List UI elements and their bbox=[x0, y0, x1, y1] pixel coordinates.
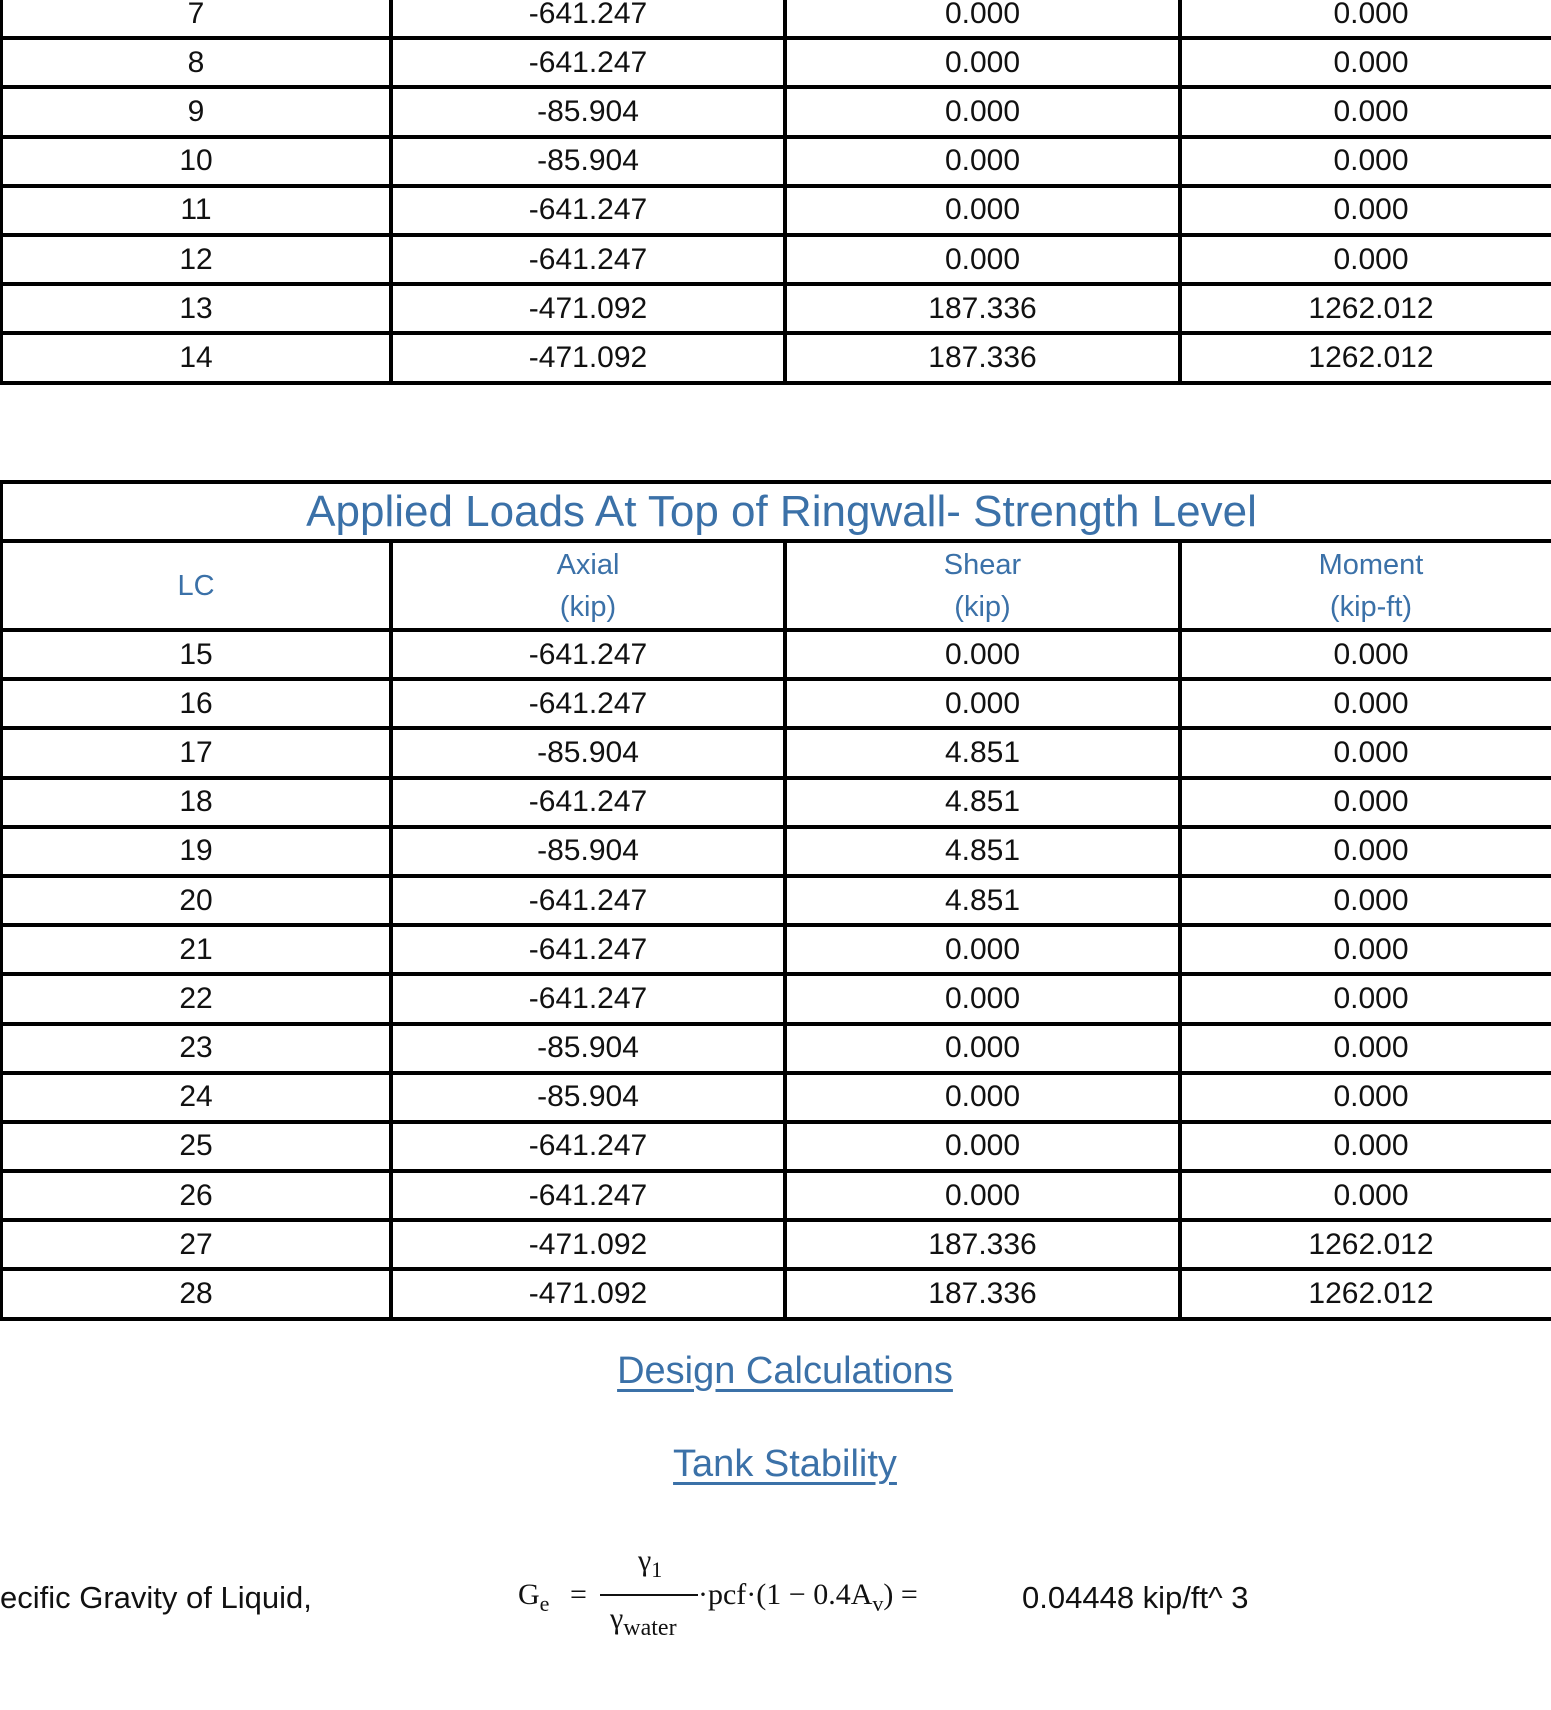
shear-cell: 4.851 bbox=[783, 878, 1178, 923]
header-label: LC bbox=[177, 569, 215, 602]
lc-cell: 10 bbox=[0, 139, 389, 184]
moment-cell: 0.000 bbox=[1178, 780, 1551, 825]
axial-cell: -641.247 bbox=[389, 927, 783, 972]
axial-cell: -85.904 bbox=[389, 730, 783, 775]
axial-cell: -85.904 bbox=[389, 89, 783, 134]
moment-cell: 0.000 bbox=[1178, 188, 1551, 233]
header-unit: (kip) bbox=[559, 590, 617, 623]
formula-tail: ·pcf·(1 − 0.4A bbox=[698, 1578, 873, 1611]
axial-cell: -641.247 bbox=[389, 1124, 783, 1169]
axial-cell: -641.247 bbox=[389, 681, 783, 726]
load-table-top bbox=[0, 0, 1551, 385]
lc-cell: 18 bbox=[0, 780, 389, 825]
shear-cell: 187.336 bbox=[783, 335, 1178, 380]
shear-cell: 0.000 bbox=[783, 139, 1178, 184]
moment-cell: 0.000 bbox=[1178, 40, 1551, 85]
shear-cell: 0.000 bbox=[783, 40, 1178, 85]
axial-cell: -641.247 bbox=[389, 780, 783, 825]
lc-cell: 21 bbox=[0, 927, 389, 972]
shear-cell: 4.851 bbox=[783, 829, 1178, 874]
table-row bbox=[0, 681, 1551, 730]
table-row bbox=[0, 632, 1551, 681]
table-row bbox=[0, 237, 1551, 286]
lc-cell: 20 bbox=[0, 878, 389, 923]
moment-cell: 0.000 bbox=[1178, 829, 1551, 874]
moment-cell: 0.000 bbox=[1178, 1075, 1551, 1120]
shear-cell: 187.336 bbox=[783, 1271, 1178, 1316]
axial-cell: -641.247 bbox=[389, 237, 783, 282]
shear-cell: 0.000 bbox=[783, 976, 1178, 1021]
axial-cell: -471.092 bbox=[389, 335, 783, 380]
table-row bbox=[0, 829, 1551, 878]
table-row bbox=[0, 1271, 1551, 1320]
shear-cell: 0.000 bbox=[783, 927, 1178, 972]
lc-cell: 14 bbox=[0, 335, 389, 380]
design-calculations-link[interactable]: Design Calculations bbox=[617, 1350, 953, 1392]
lc-cell: 11 bbox=[0, 188, 389, 233]
table-row bbox=[0, 89, 1551, 138]
axial-cell: -641.247 bbox=[389, 0, 783, 36]
tank-stability-link[interactable]: Tank Stability bbox=[673, 1443, 897, 1485]
moment-cell: 0.000 bbox=[1178, 632, 1551, 677]
table-row bbox=[0, 927, 1551, 976]
table-row bbox=[0, 1026, 1551, 1075]
moment-cell: 0.000 bbox=[1178, 139, 1551, 184]
moment-cell: 0.000 bbox=[1178, 89, 1551, 134]
lc-cell: 25 bbox=[0, 1124, 389, 1169]
lc-cell: 16 bbox=[0, 681, 389, 726]
table-row bbox=[0, 1124, 1551, 1173]
axial-cell: -85.904 bbox=[389, 139, 783, 184]
axial-cell: -641.247 bbox=[389, 878, 783, 923]
shear-cell: 4.851 bbox=[783, 730, 1178, 775]
lc-cell: 15 bbox=[0, 632, 389, 677]
axial-cell: -641.247 bbox=[389, 40, 783, 85]
shear-cell: 0.000 bbox=[783, 1173, 1178, 1218]
moment-cell: 0.000 bbox=[1178, 927, 1551, 972]
moment-cell: 0.000 bbox=[1178, 976, 1551, 1021]
specific-gravity-formula-row bbox=[0, 1544, 1551, 1650]
lc-cell: 27 bbox=[0, 1222, 389, 1267]
moment-cell: 1262.012 bbox=[1178, 286, 1551, 331]
moment-cell: 0.000 bbox=[1178, 1173, 1551, 1218]
lc-cell: 7 bbox=[0, 0, 389, 36]
table-row bbox=[0, 780, 1551, 829]
denominator-sub: water bbox=[623, 1615, 677, 1641]
table-row bbox=[0, 730, 1551, 779]
lc-cell: 8 bbox=[0, 40, 389, 85]
shear-cell: 0.000 bbox=[783, 1026, 1178, 1071]
axial-cell: -641.247 bbox=[389, 632, 783, 677]
equals-sign: = bbox=[570, 1578, 587, 1611]
moment-cell: 0.000 bbox=[1178, 878, 1551, 923]
table-row bbox=[0, 976, 1551, 1025]
shear-cell: 0.000 bbox=[783, 632, 1178, 677]
axial-cell: -471.092 bbox=[389, 286, 783, 331]
table-row bbox=[0, 40, 1551, 89]
strength-level-load-table bbox=[0, 480, 1551, 1321]
lc-cell: 28 bbox=[0, 1271, 389, 1316]
lhs: G bbox=[518, 1578, 540, 1611]
moment-cell: 0.000 bbox=[1178, 237, 1551, 282]
table-row bbox=[0, 335, 1551, 384]
table-row bbox=[0, 1173, 1551, 1222]
lc-cell: 9 bbox=[0, 89, 389, 134]
table-row bbox=[0, 1222, 1551, 1271]
axial-cell: -641.247 bbox=[389, 1173, 783, 1218]
table-row bbox=[0, 139, 1551, 188]
axial-cell: -85.904 bbox=[389, 1075, 783, 1120]
header-label: Moment bbox=[1318, 548, 1424, 581]
fraction-bar bbox=[600, 1594, 698, 1596]
formula-label: ecific Gravity of Liquid, bbox=[0, 1580, 312, 1615]
header-shear bbox=[783, 543, 1178, 628]
formula-tail-sub: v bbox=[872, 1591, 884, 1616]
numerator-sub: 1 bbox=[651, 1557, 663, 1582]
moment-cell: 0.000 bbox=[1178, 0, 1551, 36]
table-row bbox=[0, 878, 1551, 927]
shear-cell: 0.000 bbox=[783, 0, 1178, 36]
lc-cell: 17 bbox=[0, 730, 389, 775]
table-header-row bbox=[0, 543, 1551, 632]
numerator: γ bbox=[638, 1544, 652, 1577]
moment-cell: 1262.012 bbox=[1178, 1271, 1551, 1316]
shear-cell: 0.000 bbox=[783, 237, 1178, 282]
lc-cell: 23 bbox=[0, 1026, 389, 1071]
lc-cell: 19 bbox=[0, 829, 389, 874]
lc-cell: 12 bbox=[0, 237, 389, 282]
moment-cell: 0.000 bbox=[1178, 730, 1551, 775]
denominator: γ bbox=[610, 1602, 624, 1635]
axial-cell: -641.247 bbox=[389, 976, 783, 1021]
header-label: Shear bbox=[943, 548, 1022, 581]
axial-cell: -85.904 bbox=[389, 1026, 783, 1071]
header-label: Axial bbox=[556, 548, 620, 581]
lhs-sub: e bbox=[539, 1591, 550, 1616]
shear-cell: 4.851 bbox=[783, 780, 1178, 825]
shear-cell: 0.000 bbox=[783, 1124, 1178, 1169]
shear-cell: 0.000 bbox=[783, 681, 1178, 726]
lc-cell: 26 bbox=[0, 1173, 389, 1218]
header-axial bbox=[389, 543, 783, 628]
header-unit: (kip) bbox=[954, 590, 1011, 623]
lc-cell: 13 bbox=[0, 286, 389, 331]
axial-cell: -641.247 bbox=[389, 188, 783, 233]
shear-cell: 0.000 bbox=[783, 188, 1178, 233]
axial-cell: -471.092 bbox=[389, 1222, 783, 1267]
shear-cell: 0.000 bbox=[783, 1075, 1178, 1120]
moment-cell: 0.000 bbox=[1178, 681, 1551, 726]
table-body bbox=[0, 632, 1551, 1321]
table-title: Applied Loads At Top of Ringwall- Strength Level bbox=[0, 480, 1551, 543]
header-lc bbox=[0, 543, 389, 628]
specific-gravity-result: 0.04448 kip/ft^ 3 bbox=[1022, 1580, 1249, 1615]
shear-cell: 187.336 bbox=[783, 286, 1178, 331]
table-row bbox=[0, 0, 1551, 40]
table-row bbox=[0, 286, 1551, 335]
table-row bbox=[0, 1075, 1551, 1124]
moment-cell: 1262.012 bbox=[1178, 1222, 1551, 1267]
moment-cell: 0.000 bbox=[1178, 1124, 1551, 1169]
axial-cell: -471.092 bbox=[389, 1271, 783, 1316]
shear-cell: 187.336 bbox=[783, 1222, 1178, 1267]
lc-cell: 24 bbox=[0, 1075, 389, 1120]
header-unit: (kip-ft) bbox=[1329, 590, 1413, 623]
formula-tail-end: ) = bbox=[883, 1578, 918, 1611]
axial-cell: -85.904 bbox=[389, 829, 783, 874]
table-row bbox=[0, 188, 1551, 237]
moment-cell: 0.000 bbox=[1178, 1026, 1551, 1071]
header-moment bbox=[1178, 543, 1551, 628]
shear-cell: 0.000 bbox=[783, 89, 1178, 134]
moment-cell: 1262.012 bbox=[1178, 335, 1551, 380]
lc-cell: 22 bbox=[0, 976, 389, 1021]
